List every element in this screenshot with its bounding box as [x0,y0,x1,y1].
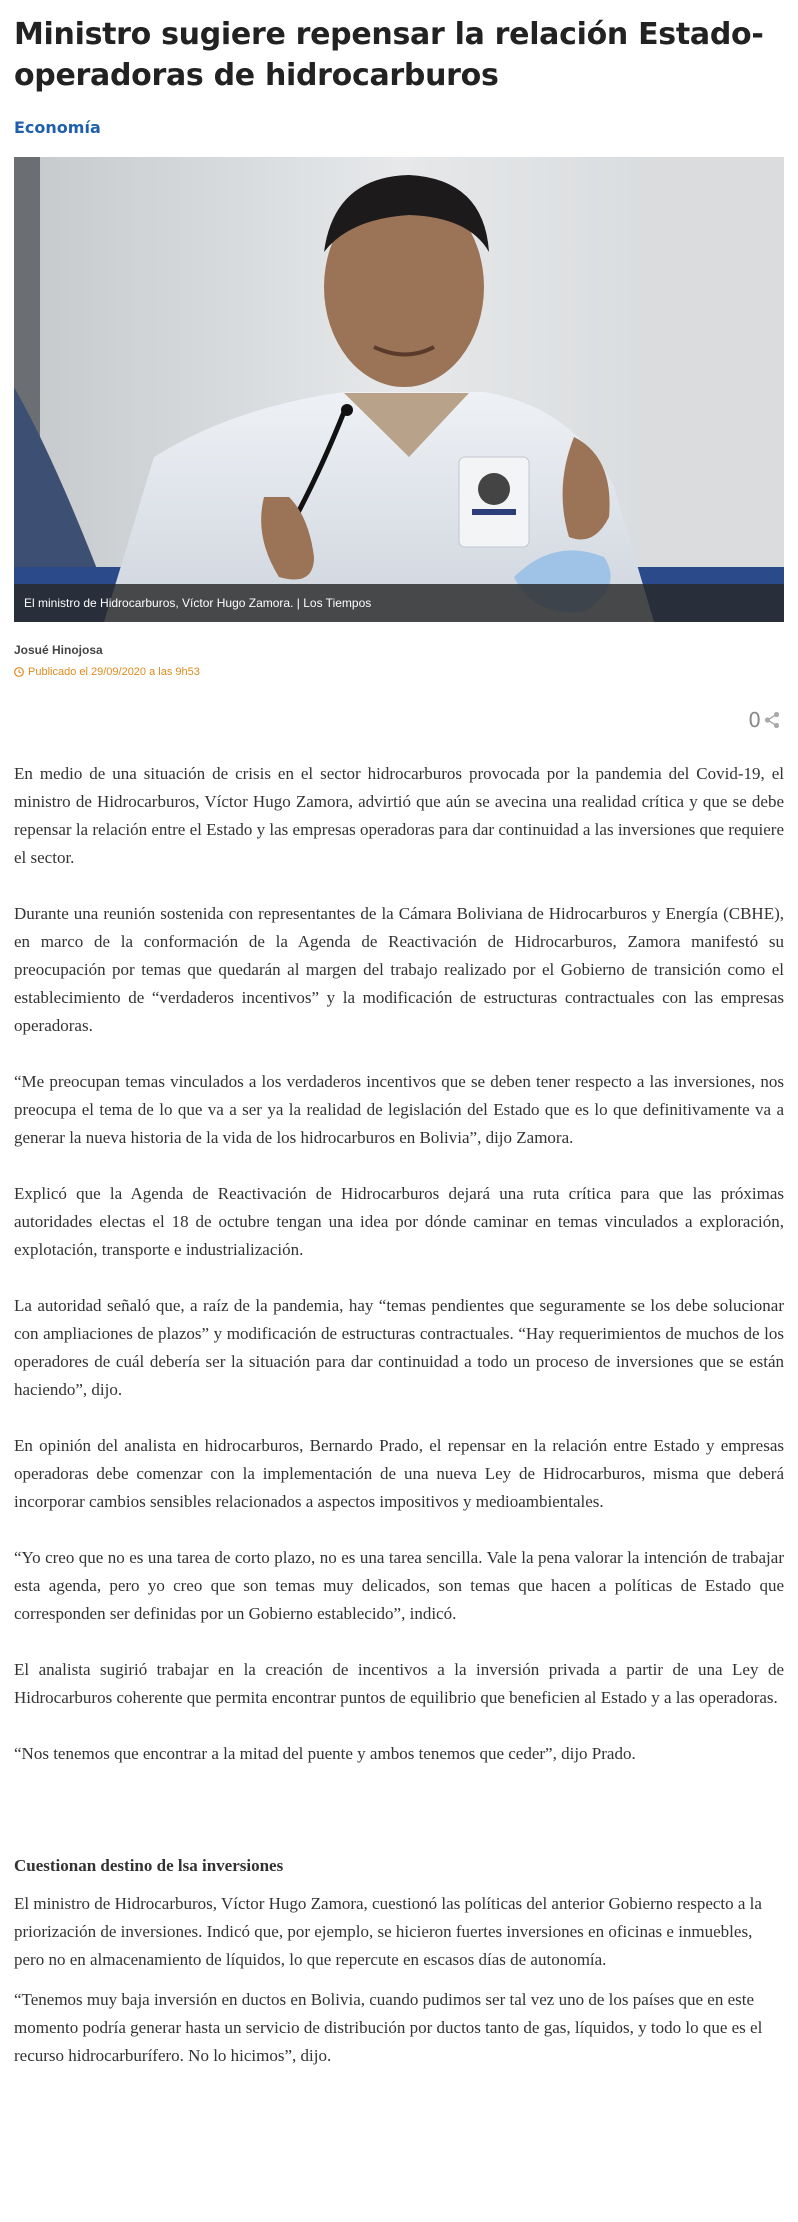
article-paragraph: Durante una reunión sostenida con representantes de la Cámara Boliviana de Hidrocarburos y Energía (CBHE), en marco de la conformación de la Agenda de Reactivación de Hidrocarburos, Zamora manifestó su preocupación por temas que quedarán al margen del trabajo realizado por el Gobierno de transición como el establecimiento de “verdaderos incentivos” y la modificación de estructuras contractuales con las empresas operadoras. [14,904,784,1035]
share-icon [764,711,780,729]
photo-caption: El ministro de Hidrocarburos, Víctor Hugo Zamora. | Los Tiempos [14,584,784,622]
published-label: Publicado el 29/09/2020 a las 9h53 [28,666,200,678]
article-paragraph: Explicó que la Agenda de Reactivación de Hidrocarburos dejará una ruta crítica para que las próximas autoridades electas el 18 de octubre tengan una idea por dónde caminar en temas vinculados a exploración, explotación, transporte e industrialización. [14,1184,784,1259]
article-title: Ministro sugiere repensar la relación Estado-operadoras de hidrocarburos [14,17,764,93]
article-paragraph: “Nos tenemos que encontrar a la mitad del puente y ambos tenemos que ceder”, dijo Prado. [14,1744,636,1763]
article-paragraph: El ministro de Hidrocarburos, Víctor Hugo Zamora, cuestionó las políticas del anterior Gobierno respecto a la priorización de inversiones. Indicó que, por ejemplo, se hicieron fuertes inversiones en oficinas e inmuebles, pero no en almacenamiento de líquidos, lo que repercute en escasos días de autonomía. [14,1894,762,1969]
share-count: 0 [748,708,761,732]
article-subheading: Cuestionan destino de lsa inversiones [14,1856,284,1875]
article-body [14,760,784,2082]
author-name: Josué Hinojosa [14,643,103,657]
published-date [14,666,200,678]
article-paragraph: En medio de una situación de crisis en el sector hidrocarburos provocada por la pandemia del Covid-19, el ministro de Hidrocarburos, Víctor Hugo Zamora, advirtió que aún se avecina una realidad crítica y que se debe repensar la relación entre el Estado y las empresas operadoras para dar continuidad a las inversiones que requiere el sector. [14,764,784,867]
article-paragraph: “Tenemos muy baja inversión en ductos en Bolivia, cuando pudimos ser tal vez uno de los países que en este momento podría generar hasta un servicio de distribución por ductos tanto de gas, líquidos, y todo lo que es el recurso hidrocarburífero. No lo hicimos”, dijo. [14,1990,763,2065]
article-photo [14,157,784,622]
article-paragraph: La autoridad señaló que, a raíz de la pandemia, hay “temas pendientes que seguramente se los debe solucionar con ampliaciones de plazos” y modificación de estructuras contractuales. “Hay requerimientos de muchos de los operadores de cuál debería ser la situación para dar continuidad a todo un proceso de inversiones que se están haciendo”, dijo. [14,1296,784,1399]
article-paragraph: El analista sugirió trabajar en la creación de incentivos a la inversión privada a partir de una Ley de Hidrocarburos coherente que permita encontrar puntos de equilibrio que beneficien al Estado y a las operadoras. [14,1660,784,1707]
article-paragraph: “Yo creo que no es una tarea de corto plazo, no es una tarea sencilla. Vale la pena valorar la intención de trabajar esta agenda, pero yo creo que son temas muy delicados, son temas que hacen a políticas de Estado que corresponden ser definidas por un Gobierno establecido”, indicó. [14,1548,784,1623]
minister-photo-illustration [14,157,784,622]
article-paragraph: “Me preocupan temas vinculados a los verdaderos incentivos que se deben tener respecto a las inversiones, nos preocupa el tema de lo que va a ser ya la realidad de legislación del Estado que es lo que definitivamente va a generar la nueva historia de la vida de los hidrocarburos en Bolivia”, dijo Zamora. [14,1072,784,1147]
share-button[interactable] [748,708,780,732]
clock-icon [14,667,24,677]
article-paragraph: En opinión del analista en hidrocarburos, Bernardo Prado, el repensar en la relación entre Estado y empresas operadoras debe comenzar con la implementación de una nueva Ley de Hidrocarburos, misma que deberá incorporar cambios sensibles relacionados a aspectos impositivos y medioambientales. [14,1436,784,1511]
section-link[interactable]: Economía [14,118,101,137]
